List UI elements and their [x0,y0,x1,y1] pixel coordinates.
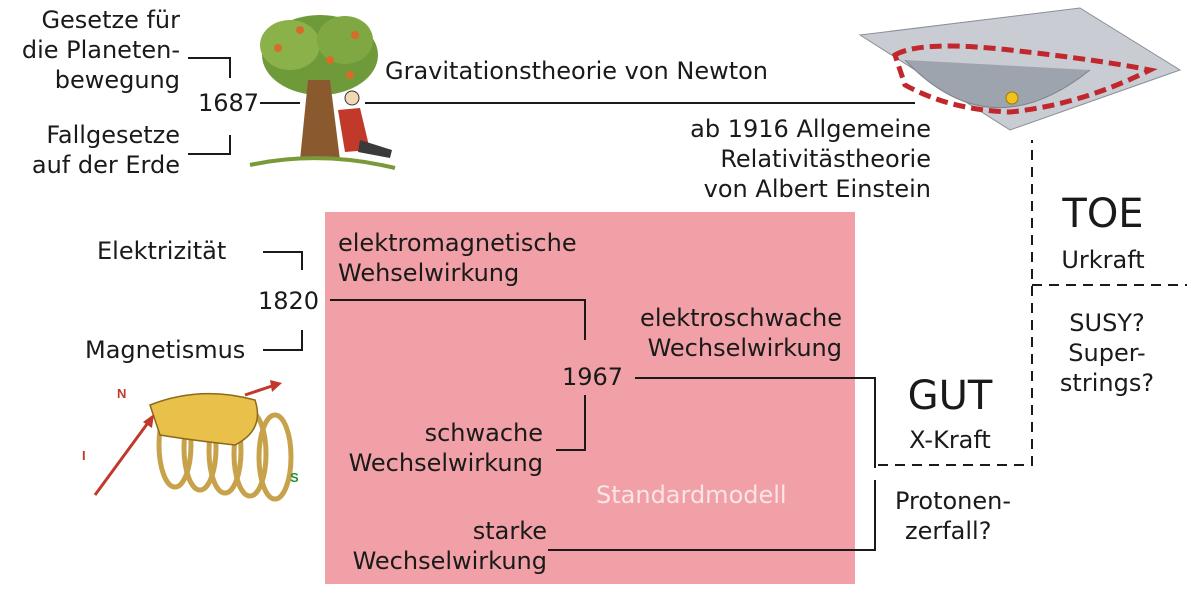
planets-law-label: Gesetze für die Planeten- bewegung [21,6,180,94]
bracket-planets-1687 [188,58,230,78]
line-1820-em [330,300,585,340]
year-1967: 1967 [562,363,624,391]
apple-tree-newton-illustration [250,15,395,168]
falling-law-label: Fallgesetze auf der Erde [31,121,180,179]
magnetismus-label: Magnetismus [85,336,246,364]
bracket-elektrizitaet-1820 [263,252,302,270]
bracket-falling-1687 [188,135,230,154]
weak-interaction-label: schwache Wechselwirkung [348,419,543,477]
proton-decay-label: Protonen- zerfall? [895,487,1012,545]
svg-text:S: S [290,470,299,485]
einstein-label: ab 1916 Allgemeine Relativitästheorie von Albert Einstein [690,115,931,203]
electroweak-label: elektroschwache Wechselwirkung [640,304,842,362]
standard-model-label: Standardmodell [596,481,787,509]
bracket-magnetismus-1820 [263,330,302,350]
coil-right-hand-rule-illustration [82,380,299,499]
spacetime-curvature-illustration [860,8,1180,130]
elektrizitaet-label: Elektrizität [97,237,227,265]
year-1820: 1820 [258,287,320,315]
svg-text:I: I [82,448,86,463]
svg-text:N: N [117,386,127,401]
em-interaction-label: elektromagnetische Wehselwirkung [338,229,577,287]
line-weak-1967 [556,395,585,450]
newton-theory-label: Gravitationstheorie von Newton [385,57,769,85]
year-1687: 1687 [198,89,260,117]
strong-interaction-label: starke Wechselwirkung [352,517,547,575]
toe-candidates: SUSY? Super- strings? [1059,309,1155,397]
toe-title: TOE [1062,191,1144,237]
toe-subtitle: Urkraft [1061,246,1145,274]
gut-subtitle: X-Kraft [909,426,991,454]
line-1967-gut [635,378,875,468]
gut-title: GUT [907,373,993,419]
